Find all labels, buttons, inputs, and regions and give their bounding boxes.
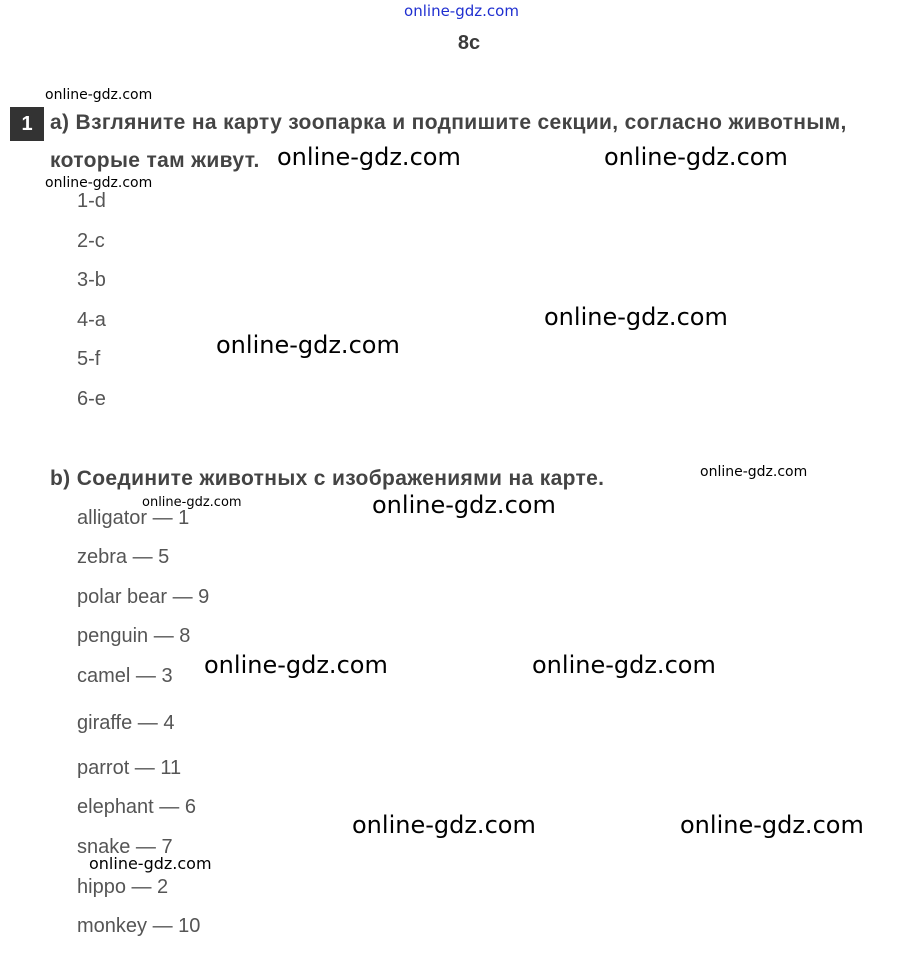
watermark: online-gdz.com xyxy=(45,175,153,191)
answer-b-item: camel — 3 xyxy=(77,665,173,687)
answer-b-item: polar bear — 9 xyxy=(77,586,210,608)
answer-b-item: zebra — 5 xyxy=(77,546,170,568)
answer-b-item: snake — 7 xyxy=(77,836,173,858)
watermark: online-gdz.com xyxy=(204,651,388,679)
watermark: online-gdz.com xyxy=(372,491,556,519)
answer-b-item: hippo — 2 xyxy=(77,876,169,898)
watermark: online-gdz.com xyxy=(604,143,788,171)
answer-a-item: 6-e xyxy=(77,388,106,410)
site-watermark-top: online-gdz.com xyxy=(404,2,519,20)
exercise-number-badge: 1 xyxy=(10,107,44,141)
watermark: online-gdz.com xyxy=(352,811,536,839)
task-a-line2: которые там живут. xyxy=(50,149,260,172)
answer-a-item: 2-c xyxy=(77,230,105,252)
watermark: online-gdz.com xyxy=(216,331,400,359)
watermark: online-gdz.com xyxy=(45,87,153,103)
answer-b-item: elephant — 6 xyxy=(77,796,196,818)
answer-b-item: monkey — 10 xyxy=(77,915,201,937)
answer-a-item: 4-a xyxy=(77,309,106,331)
task-a-line1: a) Взгляните на карту зоопарка и подпишите секции, согласно животным, xyxy=(50,111,847,134)
answer-b-item: penguin — 8 xyxy=(77,625,191,647)
watermark: online-gdz.com xyxy=(700,464,808,480)
watermark: online-gdz.com xyxy=(142,495,242,510)
task-b-title: b) Соедините животных с изображениями на карте. xyxy=(50,467,605,490)
watermark: online-gdz.com xyxy=(277,143,461,171)
answer-b-item: giraffe — 4 xyxy=(77,712,175,734)
watermark: online-gdz.com xyxy=(532,651,716,679)
answer-a-item: 1-d xyxy=(77,190,106,212)
answer-a-item: 3-b xyxy=(77,269,106,291)
watermark: online-gdz.com xyxy=(544,303,728,331)
watermark: online-gdz.com xyxy=(89,854,212,873)
watermark: online-gdz.com xyxy=(680,811,864,839)
page-title: 8c xyxy=(457,32,481,54)
answer-b-item: parrot — 11 xyxy=(77,757,182,779)
answer-a-item: 5-f xyxy=(77,348,101,370)
answer-b-item: alligator — 1 xyxy=(77,507,190,529)
